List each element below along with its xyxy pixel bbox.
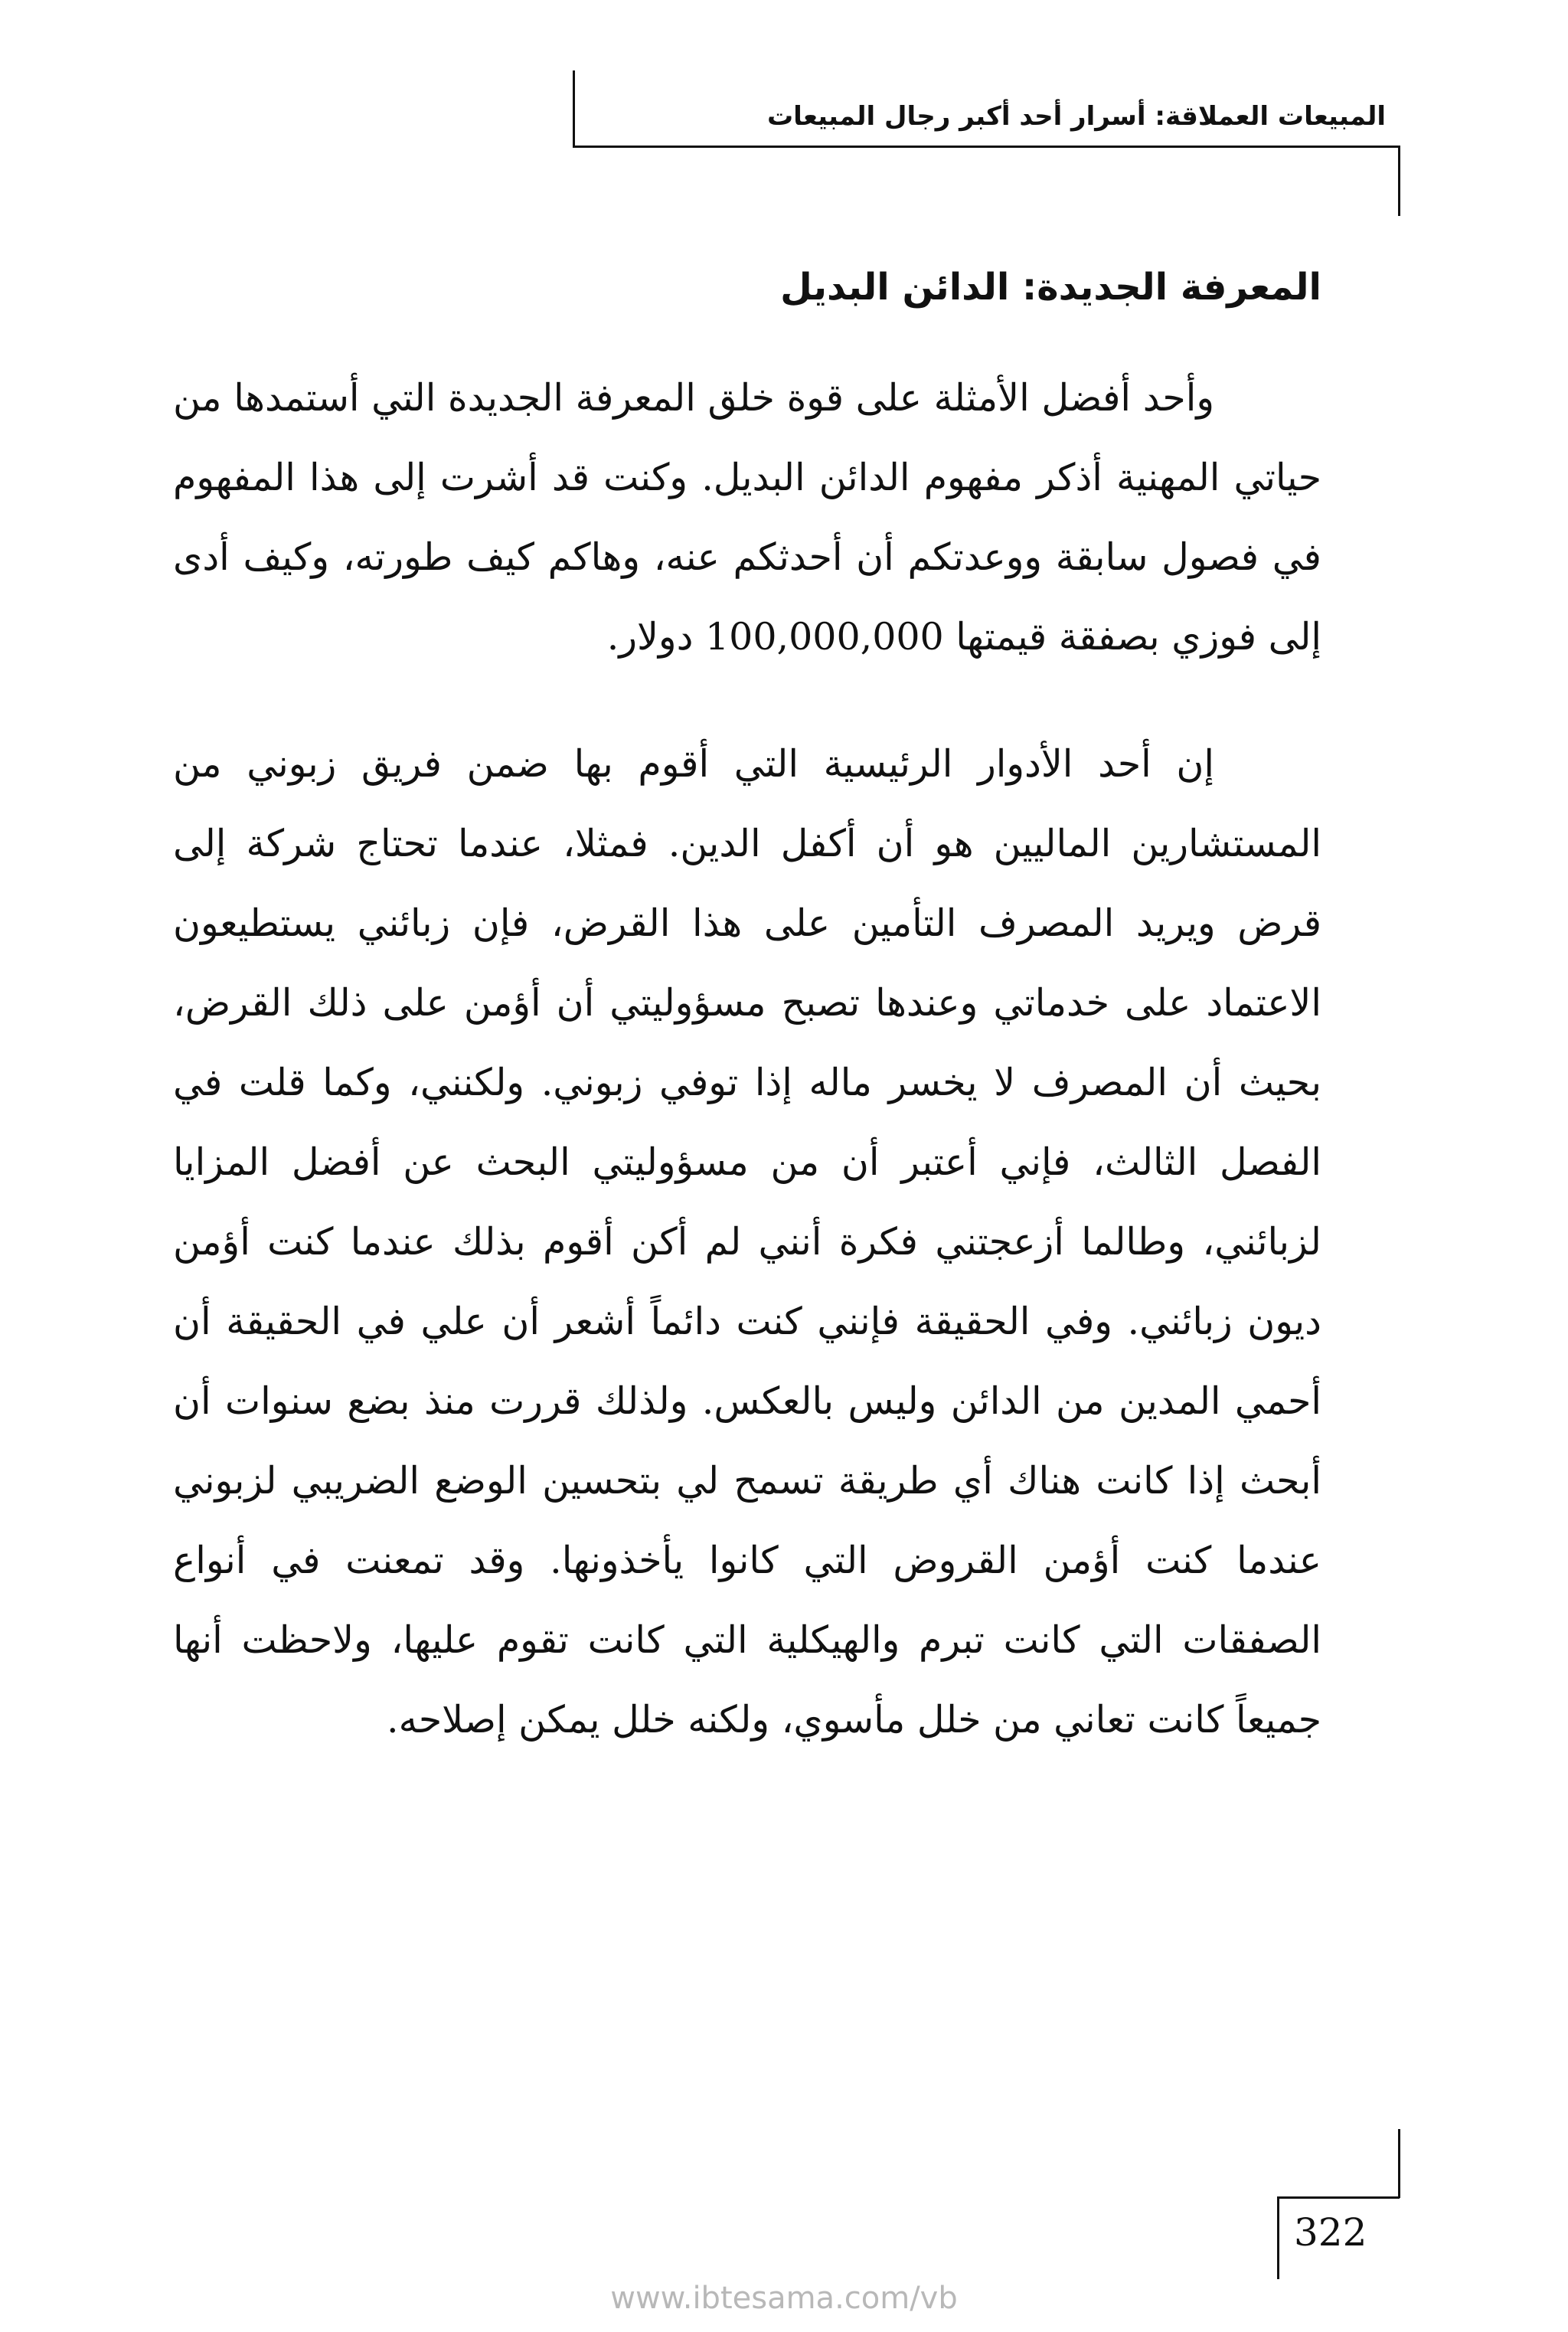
page-number-rule-right xyxy=(1398,2129,1400,2198)
watermark-url: www.ibtesama.com/vb xyxy=(610,2281,958,2316)
page-body xyxy=(173,260,1321,1760)
running-header: المبيعات العملاقة: أسرار أحد أكبر رجال المبيعات xyxy=(767,101,1386,132)
paragraph-1: وأحد أفضل الأمثلة على قوة خلق المعرفة الجديدة التي أستمدها من حياتي المهنية أذكر مفهوم الدائن البديل. وكنت قد أشرت إلى هذا المفهوم في فصول سابقة ووعدتكم أن أحدثكم عنه، وهاكم كيف طورته، وكيف أدى إلى فوزي بصفقة قيمتها 100,000,000 دولار. xyxy=(173,376,1321,659)
header-rule-left xyxy=(573,70,575,147)
header-rule-right xyxy=(1398,146,1400,216)
page-number-rule-left xyxy=(1277,2196,1279,2279)
page-number-rule-top xyxy=(1277,2196,1400,2199)
paragraph-2: إن أحد الأدوار الرئيسية التي أقوم بها ضمن فريق زبوني من المستشارين الماليين هو أن أكفل الدين. فمثلا، عندما تحتاج شركة إلى قرض ويريد المصرف التأمين على هذا القرض، فإن زبائني يستطيعون الاعتماد على خدماتي وعندها تصبح مسؤوليتي أن أؤمن على ذلك القرض، بحيث أن المصرف لا يخسر ماله إذا توفي زبوني. ولكنني، وكما قلت في الفصل الثالث، فإني أعتبر أن من مسؤوليتي البحث عن أفضل المزايا لزبائني، وطالما أزعجتني فكرة أنني لم أكن أقوم بذلك عندما كنت أؤمن ديون زبائني. وفي الحقيقة فإنني كنت دائماً أشعر أن علي في الحقيقة أن أحمي المدين من الدائن وليس بالعكس. ولذلك قررت منذ بضع سنوات أن أبحث إذا كانت هناك أي طريقة تسمح لي بتحسين الوضع الضريبي لزبوني عندما كنت أؤمن القروض التي كانوا يأخذونها. وقد تمعنت في أنواع الصفقات التي كانت تبرم والهيكلية التي كانت تقوم عليها، ولاحظت أنها جميعاً كانت تعاني من خلل مأسوي، ولكنه خلل يمكن إصلاحه. xyxy=(173,742,1321,1742)
page-number: 322 xyxy=(1294,2210,1367,2255)
section-heading: المعرفة الجديدة: الدائن البديل xyxy=(780,266,1321,309)
header-rule-bottom xyxy=(573,146,1400,148)
